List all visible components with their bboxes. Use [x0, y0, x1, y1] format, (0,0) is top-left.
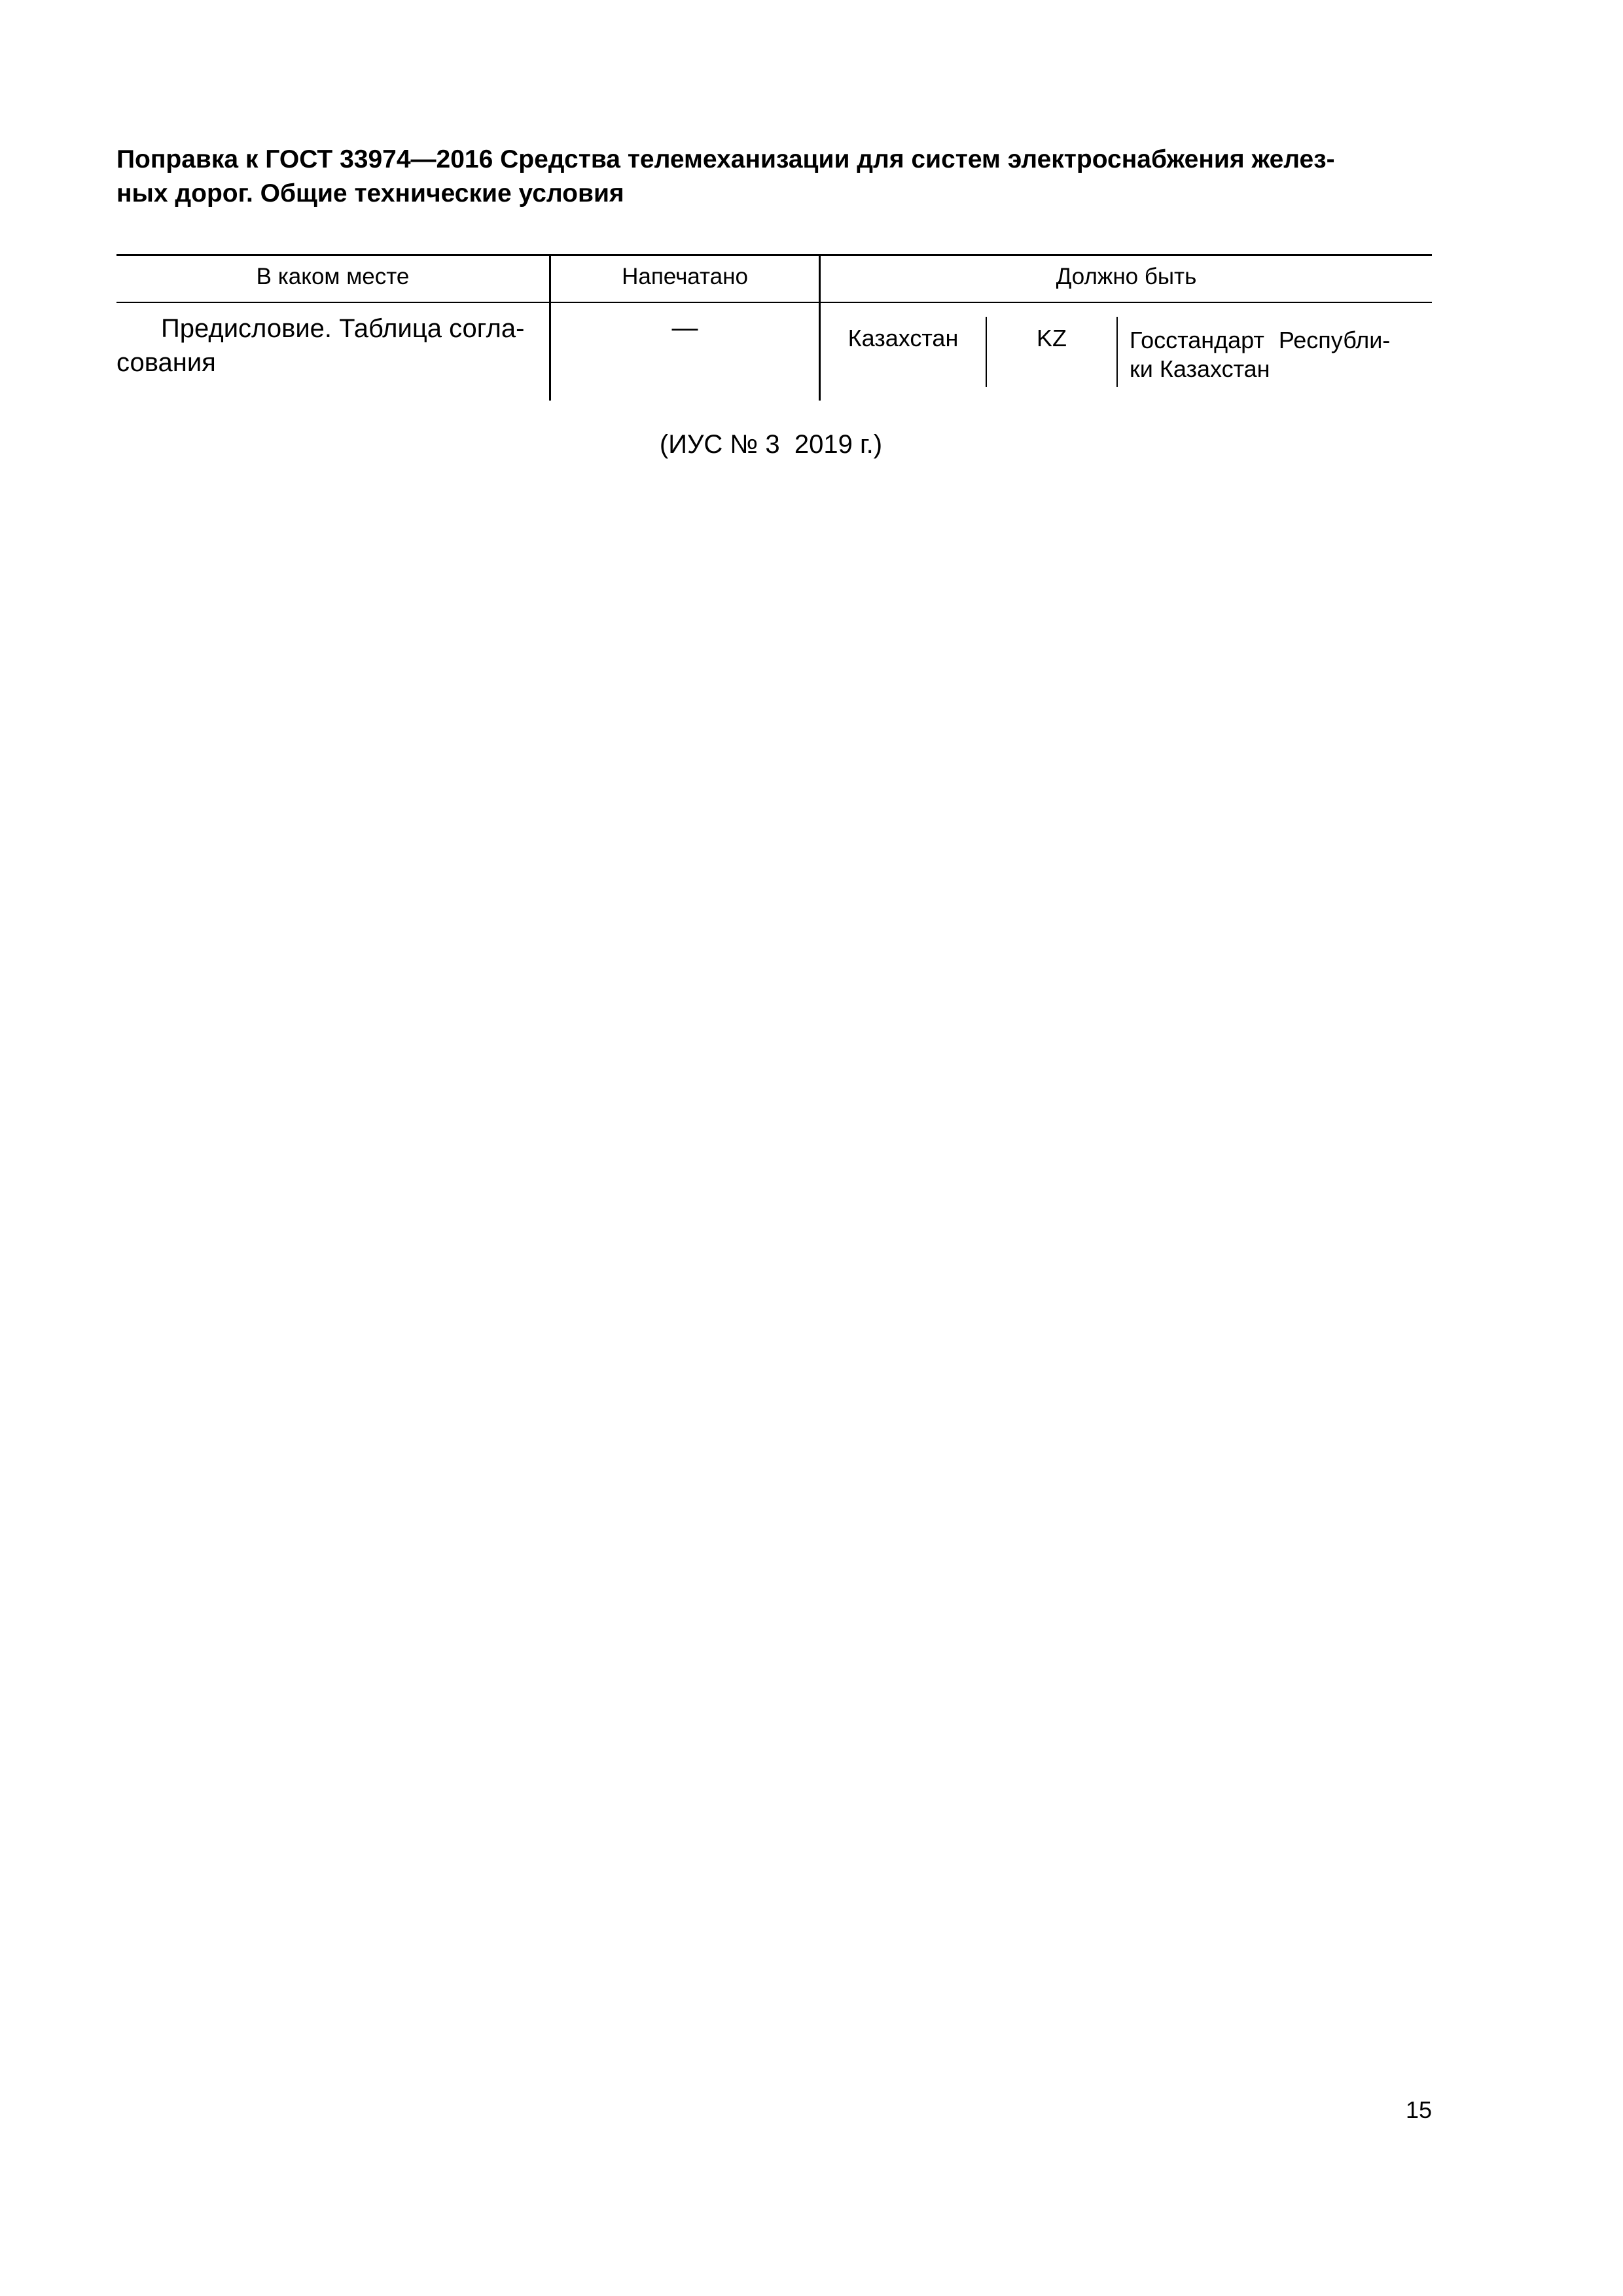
- cell-where-line: Предисловие. Таблица согла-: [161, 314, 525, 343]
- table-top-rule: [116, 254, 1432, 256]
- table-header-rule: [116, 302, 1432, 303]
- cell-agency-line: ки Казахстан: [1130, 355, 1270, 382]
- cell-country: Казахстан: [847, 325, 959, 351]
- header-printed: Напечатано: [622, 264, 748, 289]
- header-should-be: Должно быть: [1056, 264, 1197, 289]
- cell-country-code: KZ: [1036, 325, 1067, 351]
- title-line: ных дорог. Общие технические условия: [116, 179, 624, 207]
- correction-table: [116, 254, 1432, 401]
- page-title: [116, 143, 1432, 211]
- ius-reference: (ИУС № 3 2019 г.): [659, 430, 883, 459]
- cell-where: [116, 312, 542, 380]
- cell-agency-line: Госстандарт Республи-: [1130, 327, 1391, 353]
- cell-where-line: сования: [116, 348, 216, 377]
- cell-agency: [1130, 326, 1431, 384]
- subcolumn-divider: [1116, 317, 1118, 387]
- header-where: В каком месте: [256, 264, 410, 289]
- cell-printed: —: [671, 314, 698, 342]
- title-line: Поправка к ГОСТ 33974—2016 Средства телемеханизации для систем электроснабжения желез-: [116, 145, 1335, 173]
- page-number: 15: [1405, 2096, 1432, 2123]
